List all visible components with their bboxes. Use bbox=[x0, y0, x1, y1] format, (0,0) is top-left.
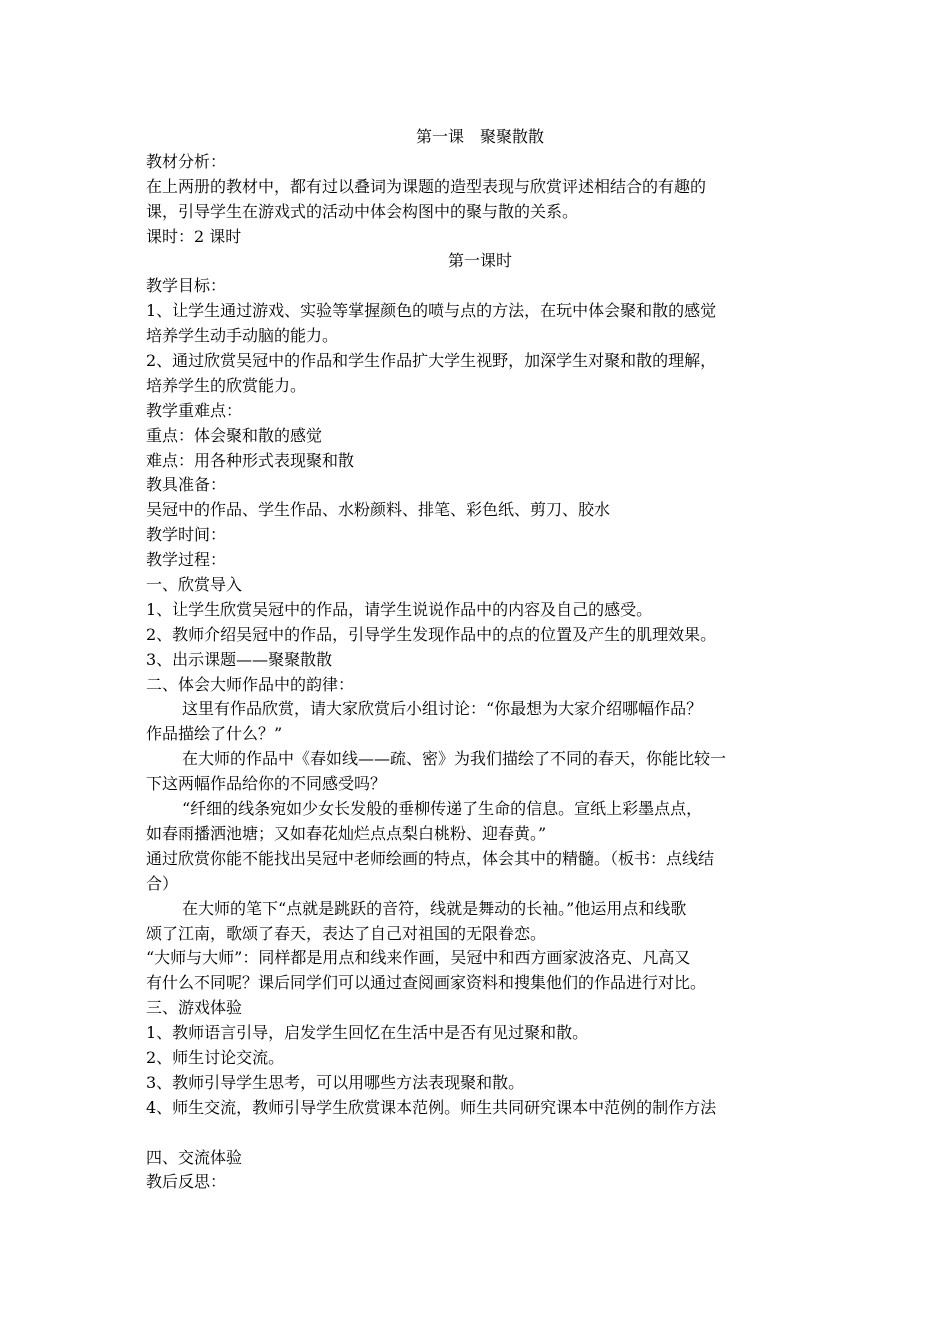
text-line: 教具准备： bbox=[146, 475, 227, 495]
text-line: 一、欣赏导入 bbox=[146, 575, 243, 595]
text-line: 有什么不同呢？课后同学们可以通过查阅画家资料和搜集他们的作品进行对比。 bbox=[146, 973, 707, 993]
text-line: 作品描绘了什么？” bbox=[146, 724, 283, 744]
text-line: 在上两册的教材中，都有过以叠词为课题的造型表现与欣赏评述相结合的有趣的 bbox=[146, 176, 707, 196]
text-line: 教学过程： bbox=[146, 550, 227, 570]
text-line: 培养学生动手动脑的能力。 bbox=[146, 326, 339, 346]
text-line: 吴冠中的作品、学生作品、水粉颜料、排笔、彩色纸、剪刀、胶水 bbox=[146, 500, 611, 520]
text-line: 教学时间： bbox=[146, 525, 227, 545]
text-line: 培养学生的欣赏能力。 bbox=[146, 375, 307, 395]
text-line: 重点：体会聚和散的感觉 bbox=[146, 425, 323, 445]
text-line: 课，引导学生在游戏式的活动中体会构图中的聚与散的关系。 bbox=[146, 201, 579, 221]
text-line: 三、游戏体验 bbox=[146, 998, 243, 1018]
text-line: 在大师的作品中《春如线——疏、密》为我们描绘了不同的春天，你能比较一 bbox=[182, 749, 727, 769]
text-line: 四、交流体验 bbox=[146, 1147, 243, 1167]
text-line: 3、出示课题——聚聚散散 bbox=[146, 649, 333, 669]
text-line: 教学重难点： bbox=[146, 400, 243, 420]
text-line: 课时：2 课时 bbox=[146, 226, 242, 246]
section-heading: 第一课时 bbox=[447, 251, 512, 271]
document-body bbox=[146, 125, 814, 1195]
text-line: 1、让学生欣赏吴冠中的作品，请学生说说作品中的内容及自己的感受。 bbox=[146, 599, 653, 619]
page-title: 第一课 聚聚散散 bbox=[415, 127, 544, 146]
text-line: 教后反思： bbox=[146, 1172, 227, 1192]
text-line: 下这两幅作品给你的不同感受吗？ bbox=[146, 774, 387, 794]
blank-line bbox=[146, 1121, 814, 1146]
text-line: 合） bbox=[146, 873, 179, 893]
text-line: 1、教师语言引导，启发学生回忆在生活中是否有见过聚和散。 bbox=[146, 1023, 589, 1043]
text-line: 在大师的笔下“点就是跳跃的音符，线就是舞动的长袖。”他运用点和线歌 bbox=[182, 898, 687, 918]
text-line: 教材分析： bbox=[146, 151, 227, 171]
text-line: 4、师生交流，教师引导学生欣赏课本范例。师生共同研究课本中范例的制作方法 bbox=[146, 1097, 717, 1117]
text-line: 3、教师引导学生思考，可以用哪些方法表现聚和散。 bbox=[146, 1072, 525, 1092]
text-line: “大师与大师”：同样都是用点和线来作画，吴冠中和西方画家波洛克、凡高又 bbox=[146, 948, 691, 968]
text-line: “纤细的线条宛如少女长发般的垂柳传递了生命的信息。宣纸上彩墨点点， bbox=[182, 799, 703, 819]
text-line: 如春雨播洒池塘；又如春花灿烂点点梨白桃粉、迎春黄。” bbox=[146, 823, 547, 843]
text-line: 颂了江南，歌颂了春天，表达了自己对祖国的无限眷恋。 bbox=[146, 923, 547, 943]
text-line: 难点：用各种形式表现聚和散 bbox=[146, 450, 355, 470]
text-line: 教学目标： bbox=[146, 276, 227, 296]
text-line: 二、体会大师作品中的韵律： bbox=[146, 674, 355, 694]
text-line: 通过欣赏你能不能找出吴冠中老师绘画的特点，体会其中的精髓。（板书：点线结 bbox=[146, 848, 715, 868]
text-line: 这里有作品欣赏，请大家欣赏后小组讨论：“你最想为大家介绍哪幅作品？ bbox=[182, 699, 703, 719]
text-line: 2、教师介绍吴冠中的作品，引导学生发现作品中的点的位置及产生的肌理效果。 bbox=[146, 624, 717, 644]
text-line: 1、让学生通过游戏、实验等掌握颜色的喷与点的方法，在玩中体会聚和散的感觉 bbox=[146, 301, 717, 321]
text-line: 2、通过欣赏吴冠中的作品和学生作品扩大学生视野，加深学生对聚和散的理解， bbox=[146, 351, 717, 371]
text-line: 2、师生讨论交流。 bbox=[146, 1047, 285, 1067]
